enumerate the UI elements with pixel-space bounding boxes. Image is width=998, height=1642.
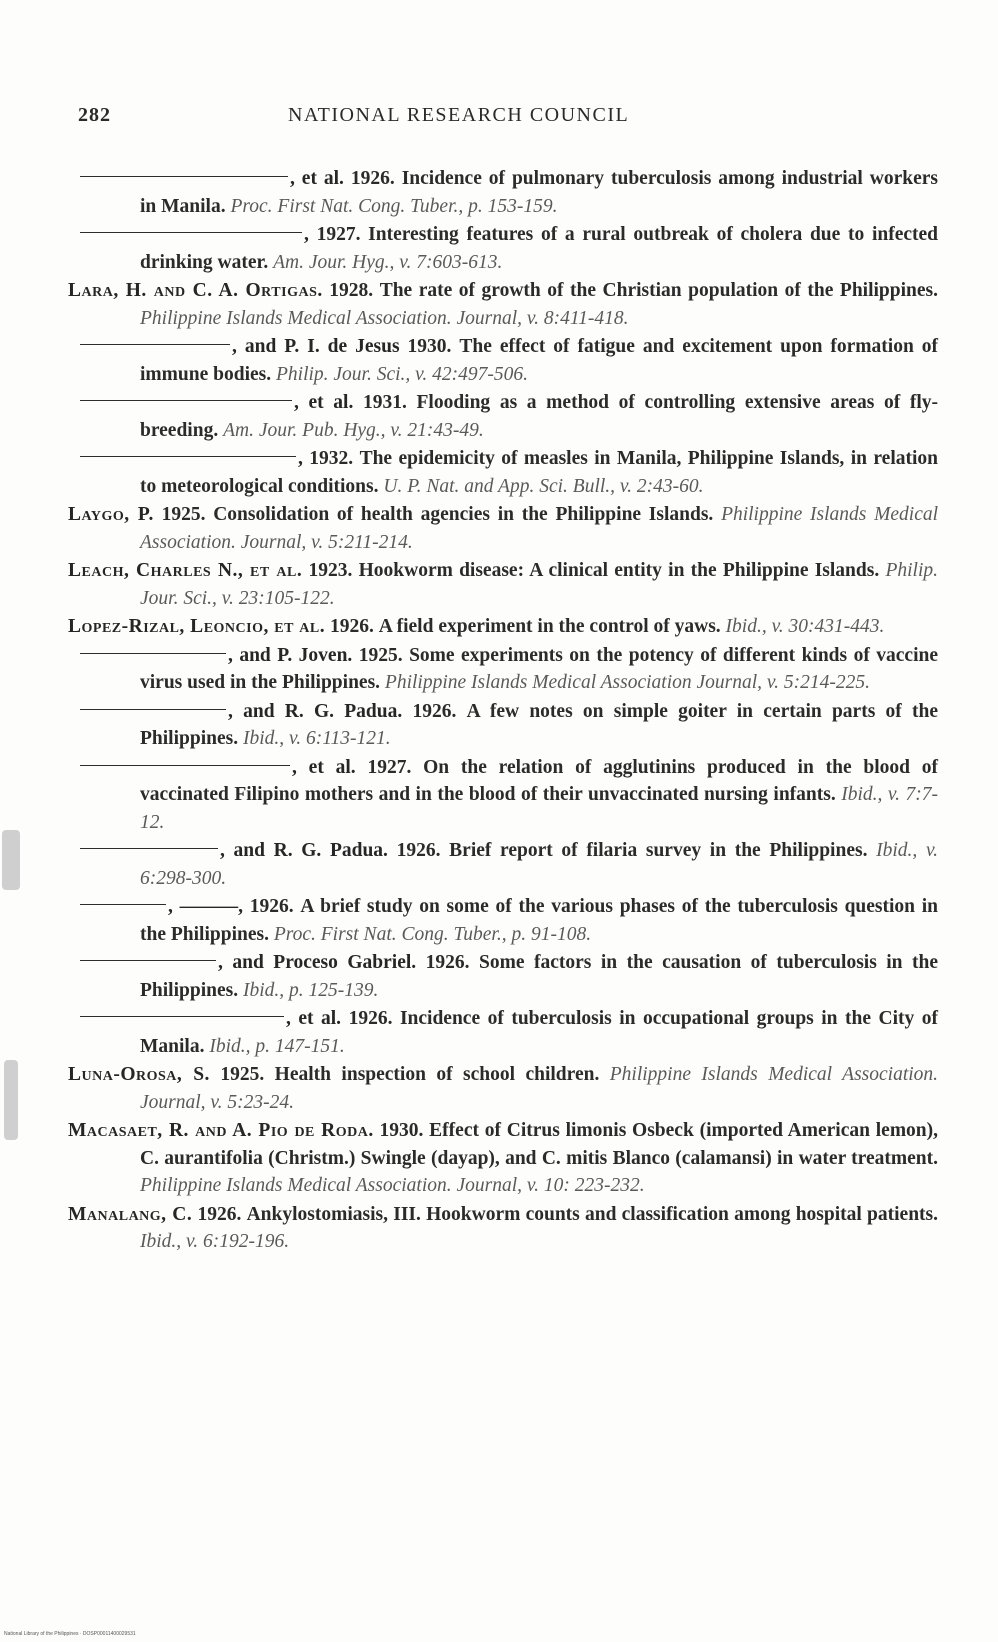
entry-title: Consolidation of health agencies in the Philippine Islands. [213, 504, 714, 525]
entry-source: Ibid., v. 30:431-443. [725, 616, 885, 637]
margin-blot-top [2, 830, 20, 890]
entry-title: On the relation of agglutinins produced in the blood of vaccinated Filipino mothers and in the blood of their unvaccinated nursing infants. [140, 756, 939, 805]
entry-source: Philip. Jour. Sci., v. 42:497-506. [275, 363, 528, 385]
entry-title: Ankylostomiasis, III. Hookworm counts and classification among hospital patients. [246, 1203, 938, 1225]
entry-title: The epidemicity of measles in Manila, Philippine Islands, in relation to meteorological conditions. [140, 448, 938, 497]
entry-source: Proc. First Nat. Cong. Tuber., p. 91-108. [273, 923, 592, 945]
bibliography-entry [68, 389, 938, 444]
entry-title: Hookworm disease: A clinical entity in the Philippine Islands. [358, 560, 880, 581]
entry-authors: , et al. [290, 168, 344, 189]
entry-title: Health inspection of school children. [274, 1064, 600, 1085]
entry-source: Am. Jour. Pub. Hyg., v. 21:43-49. [223, 419, 484, 441]
bibliography-entry [68, 557, 938, 612]
entry-year: 1926. [197, 1203, 242, 1225]
entry-year: 1928. [329, 280, 374, 301]
bibliography-entry [68, 698, 938, 753]
entry-year: 1926. [396, 840, 441, 861]
entry-source: Ibid., p. 125-139. [242, 979, 379, 1001]
entry-authors: , and P. I. de Jesus [232, 336, 400, 357]
ditto-rule [80, 765, 290, 766]
entry-year: 1927. [316, 224, 361, 245]
entry-year: 1926. [249, 896, 294, 917]
entry-year: 1926. [425, 952, 470, 973]
bibliography-entry [68, 1005, 938, 1060]
entry-title: Incidence of pulmonary tuberculosis among industrial workers in Manila. [140, 168, 939, 217]
ditto-rule [80, 400, 292, 401]
entry-title: Some experiments on the potency of different kinds of vaccine virus used in the Philippines. [140, 644, 938, 693]
bibliography-entry [68, 221, 938, 276]
entry-title: Some factors in the causation of tuberculosis in the Philippines. [140, 952, 939, 1001]
entry-year: 1926. [412, 700, 457, 722]
entry-authors: , and R. G. Padua. [220, 840, 388, 861]
entry-authors: , and Proceso Gabriel. [218, 952, 417, 973]
entry-source: Philippine Islands Medical Association. Journal, v. 5:23-24. [140, 1064, 939, 1113]
entry-title: Interesting features of a rural outbreak of cholera due to infected drinking water. [140, 224, 939, 273]
page-header [78, 104, 778, 134]
entry-source: Ibid., p. 147-151. [209, 1035, 345, 1057]
entry-source: Ibid., v. 7:7-12. [140, 784, 939, 833]
entry-lead-author: Luna-Orosa, S. [68, 1064, 210, 1085]
entry-year: 1923. [308, 560, 353, 581]
entry-source: Philippine Islands Medical Association Journal, v. 5:214-225. [384, 672, 870, 693]
entry-source: Am. Jour. Hyg., v. 7:603-613. [273, 251, 503, 273]
entry-lead-author: Lara, H. and C. A. Ortigas. [68, 280, 323, 301]
entry-title: A few notes on simple goiter in certain parts of the Philippines. [140, 700, 939, 749]
ditto-rule [80, 176, 288, 177]
entry-source: Philippine Islands Medical Association. Journal, v. 8:411-418. [140, 307, 629, 329]
ditto-rule [80, 904, 166, 905]
entry-year: 1930. [379, 1120, 424, 1141]
entry-year: 1926. [329, 616, 374, 637]
entry-year: 1925. [358, 644, 403, 666]
entry-authors: , and P. Joven. [228, 644, 353, 666]
entry-authors: , [304, 224, 309, 245]
entry-title: Effect of Citrus limonis Osbeck (imported American lemon), C. aurantifolia (Christm.) Swingle (dayap), and C. mitis Blanco (calamansi) in water treatment. [140, 1120, 939, 1169]
entry-year: 1926. [350, 168, 395, 189]
entry-title: The rate of growth of the Christian population of the Philippines. [379, 280, 939, 301]
bibliography-entry [68, 1201, 938, 1256]
entry-year: 1931. [362, 392, 407, 413]
entry-lead-author: Lopez-Rizal, Leoncio, et al. [68, 616, 326, 637]
entry-lead-author: Manalang, C. [68, 1203, 193, 1225]
bibliography-entry [68, 333, 938, 388]
entry-authors: , et al. [294, 392, 354, 413]
bibliography-entry [68, 893, 938, 948]
entry-title: The effect of fatigue and excitement upon formation of immune bodies. [140, 336, 939, 385]
entry-title: Incidence of tuberculosis in occupational groups in the City of Manila. [140, 1008, 938, 1057]
entry-year: 1925. [220, 1064, 265, 1085]
ditto-rule [80, 709, 226, 710]
entry-source: Philippine Islands Medical Association. Journal, v. 5:211-214. [140, 504, 939, 553]
entry-authors: , [298, 448, 303, 469]
entry-year: 1930. [407, 336, 452, 357]
margin-blot-bottom [4, 1060, 18, 1140]
bibliography-entry [68, 445, 938, 500]
entry-title: Brief report of filaria survey in the Philippines. [449, 840, 868, 861]
bibliography-entry [68, 1061, 938, 1116]
entry-title: A brief study on some of the various phases of the tuberculosis question in the Philippines. [140, 896, 939, 945]
bibliography-entry [68, 642, 938, 697]
entry-authors: , et al. [292, 756, 356, 778]
bibliography-list [68, 165, 938, 1257]
entry-year: 1925. [161, 504, 206, 525]
bibliography-entry [68, 754, 938, 837]
ditto-rule [80, 232, 302, 233]
ditto-rule [80, 848, 218, 849]
entry-year: 1926. [348, 1008, 393, 1029]
entry-authors: , ———, [168, 896, 243, 917]
entry-source: Ibid., v. 6:298-300. [140, 840, 939, 889]
bibliography-entry [68, 613, 938, 641]
bibliography-entry [68, 949, 938, 1004]
entry-authors: , et al. [286, 1008, 342, 1029]
entry-year: 1927. [367, 756, 412, 778]
entry-lead-author: Macasaet, R. and A. Pio de Roda. [68, 1120, 374, 1141]
bibliography-entry [68, 837, 938, 892]
entry-lead-author: Leach, Charles N., et al. [68, 560, 303, 581]
ditto-rule [80, 344, 230, 345]
entry-lead-author: Laygo, P. [68, 504, 154, 525]
ditto-rule [80, 1016, 284, 1017]
bibliography-entry [68, 1117, 938, 1200]
ditto-rule [80, 960, 216, 961]
entry-title: Flooding as a method of controlling extensive areas of fly-breeding. [140, 392, 938, 441]
entry-source: U. P. Nat. and App. Sci. Bull., v. 2:43-60. [383, 475, 704, 497]
bibliography-entry [68, 165, 938, 220]
entry-source: Ibid., v. 6:113-121. [242, 728, 391, 749]
entry-authors: , and R. G. Padua. [228, 700, 403, 722]
entry-source: Philippine Islands Medical Association. Journal, v. 10: 223-232. [140, 1175, 645, 1196]
bibliography-entry [68, 501, 938, 556]
running-title: NATIONAL RESEARCH COUNCIL [288, 104, 630, 126]
footer-credit: National Library of the Philippines · DOSP00011400029531 [4, 1631, 136, 1637]
entry-source: Philip. Jour. Sci., v. 23:105-122. [140, 560, 938, 609]
ditto-rule [80, 653, 226, 654]
entry-year: 1932. [309, 448, 354, 469]
entry-source: Proc. First Nat. Cong. Tuber., p. 153-159. [230, 195, 558, 217]
entry-source: Ibid., v. 6:192-196. [140, 1231, 290, 1252]
ditto-rule [80, 456, 296, 457]
bibliography-entry [68, 277, 938, 332]
entry-title: A field experiment in the control of yaws. [378, 616, 721, 637]
page-number: 282 [78, 104, 111, 126]
